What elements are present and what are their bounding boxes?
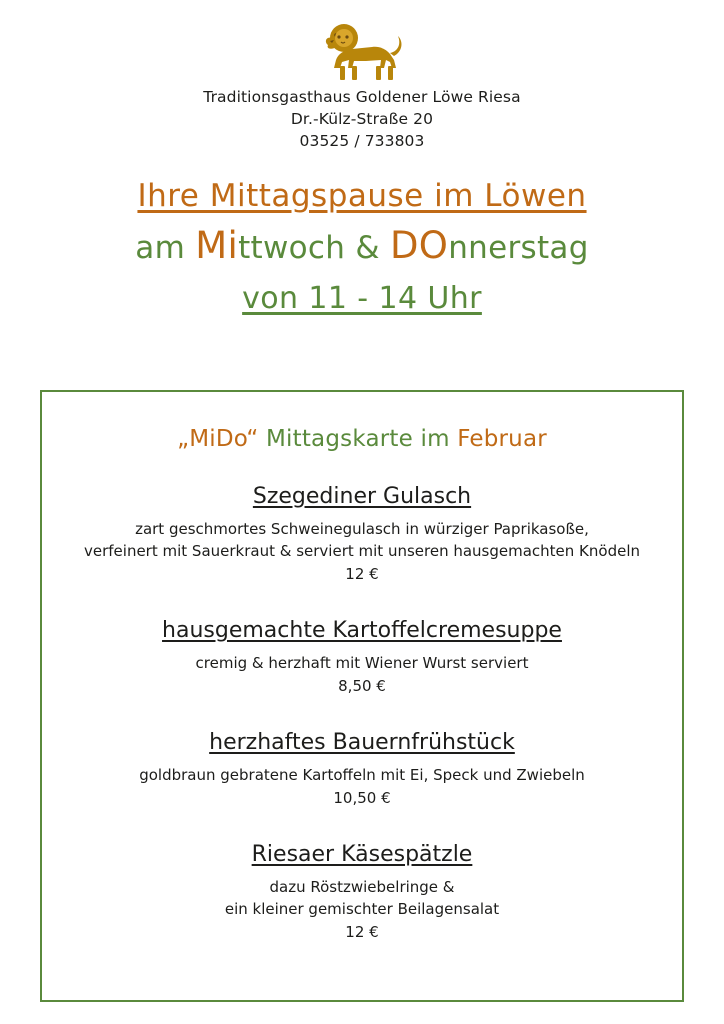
menu-item-description-line: verfeinert mit Sauerkraut & serviert mit unseren hausgemachten Knödeln xyxy=(84,542,640,560)
menu-item-description-line: goldbraun gebratene Kartoffeln mit Ei, Speck und Zwiebeln xyxy=(139,766,585,784)
menu-item-price: 8,50 € xyxy=(338,677,386,695)
menu-item-price: 12 € xyxy=(345,565,379,583)
menu-item-name: herzhaftes Bauernfrühstück xyxy=(209,730,515,755)
headline-hours: von 11 - 14 Uhr xyxy=(242,281,482,316)
menu-item-price: 10,50 € xyxy=(333,789,391,807)
menu-item xyxy=(72,728,652,810)
menu-title-month: Februar xyxy=(457,426,547,452)
headline-days-donnerstag-rest: nnerstag xyxy=(448,230,589,266)
menu-title-mido: „MiDo“ xyxy=(177,426,266,452)
menu-item-name: Riesaer Käsespätzle xyxy=(251,842,473,867)
headline-lunch-break: Ihre Mittagspause im Löwen xyxy=(137,178,587,214)
menu-title-main: Mittagskarte im xyxy=(265,426,458,452)
menu-item-description-line: ein kleiner gemischter Beilagensalat xyxy=(224,900,500,918)
lion-logo-icon xyxy=(314,16,410,91)
menu-item-price: 12 € xyxy=(345,923,379,941)
headline-days xyxy=(0,218,724,276)
headline-days-prefix: am xyxy=(135,230,196,266)
menu-item-name: Szegediner Gulasch xyxy=(252,484,472,509)
headline-group xyxy=(0,174,724,322)
headline-days-ampersand: & xyxy=(355,230,380,266)
menu-item-name: hausgemachte Kartoffelcremesuppe xyxy=(162,618,562,643)
menu-card xyxy=(40,390,684,1002)
menu-item xyxy=(72,482,652,586)
menu-item-description-line: dazu Röstzwiebelringe & xyxy=(269,878,455,896)
street-address: Dr.-Külz-Straße 20 xyxy=(290,110,434,128)
restaurant-header xyxy=(0,86,724,152)
headline-days-space xyxy=(380,230,390,266)
headline-days-mittwoch-rest: ttwoch xyxy=(238,230,356,266)
phone-number: 03525 / 733803 xyxy=(299,132,425,150)
logo-container xyxy=(0,0,724,84)
headline-days-do: DO xyxy=(389,224,449,267)
menu-item-description-line: cremig & herzhaft mit Wiener Wurst serviert xyxy=(195,654,529,672)
headline-days-mi: Mi xyxy=(195,224,239,267)
menu-item-description-line: zart geschmortes Schweinegulasch in würziger Paprikasoße, xyxy=(135,520,589,538)
menu-item xyxy=(72,616,652,698)
business-name: Traditionsgasthaus Goldener Löwe Riesa xyxy=(203,88,521,106)
menu-item xyxy=(72,840,652,944)
menu-card-title xyxy=(72,426,652,452)
